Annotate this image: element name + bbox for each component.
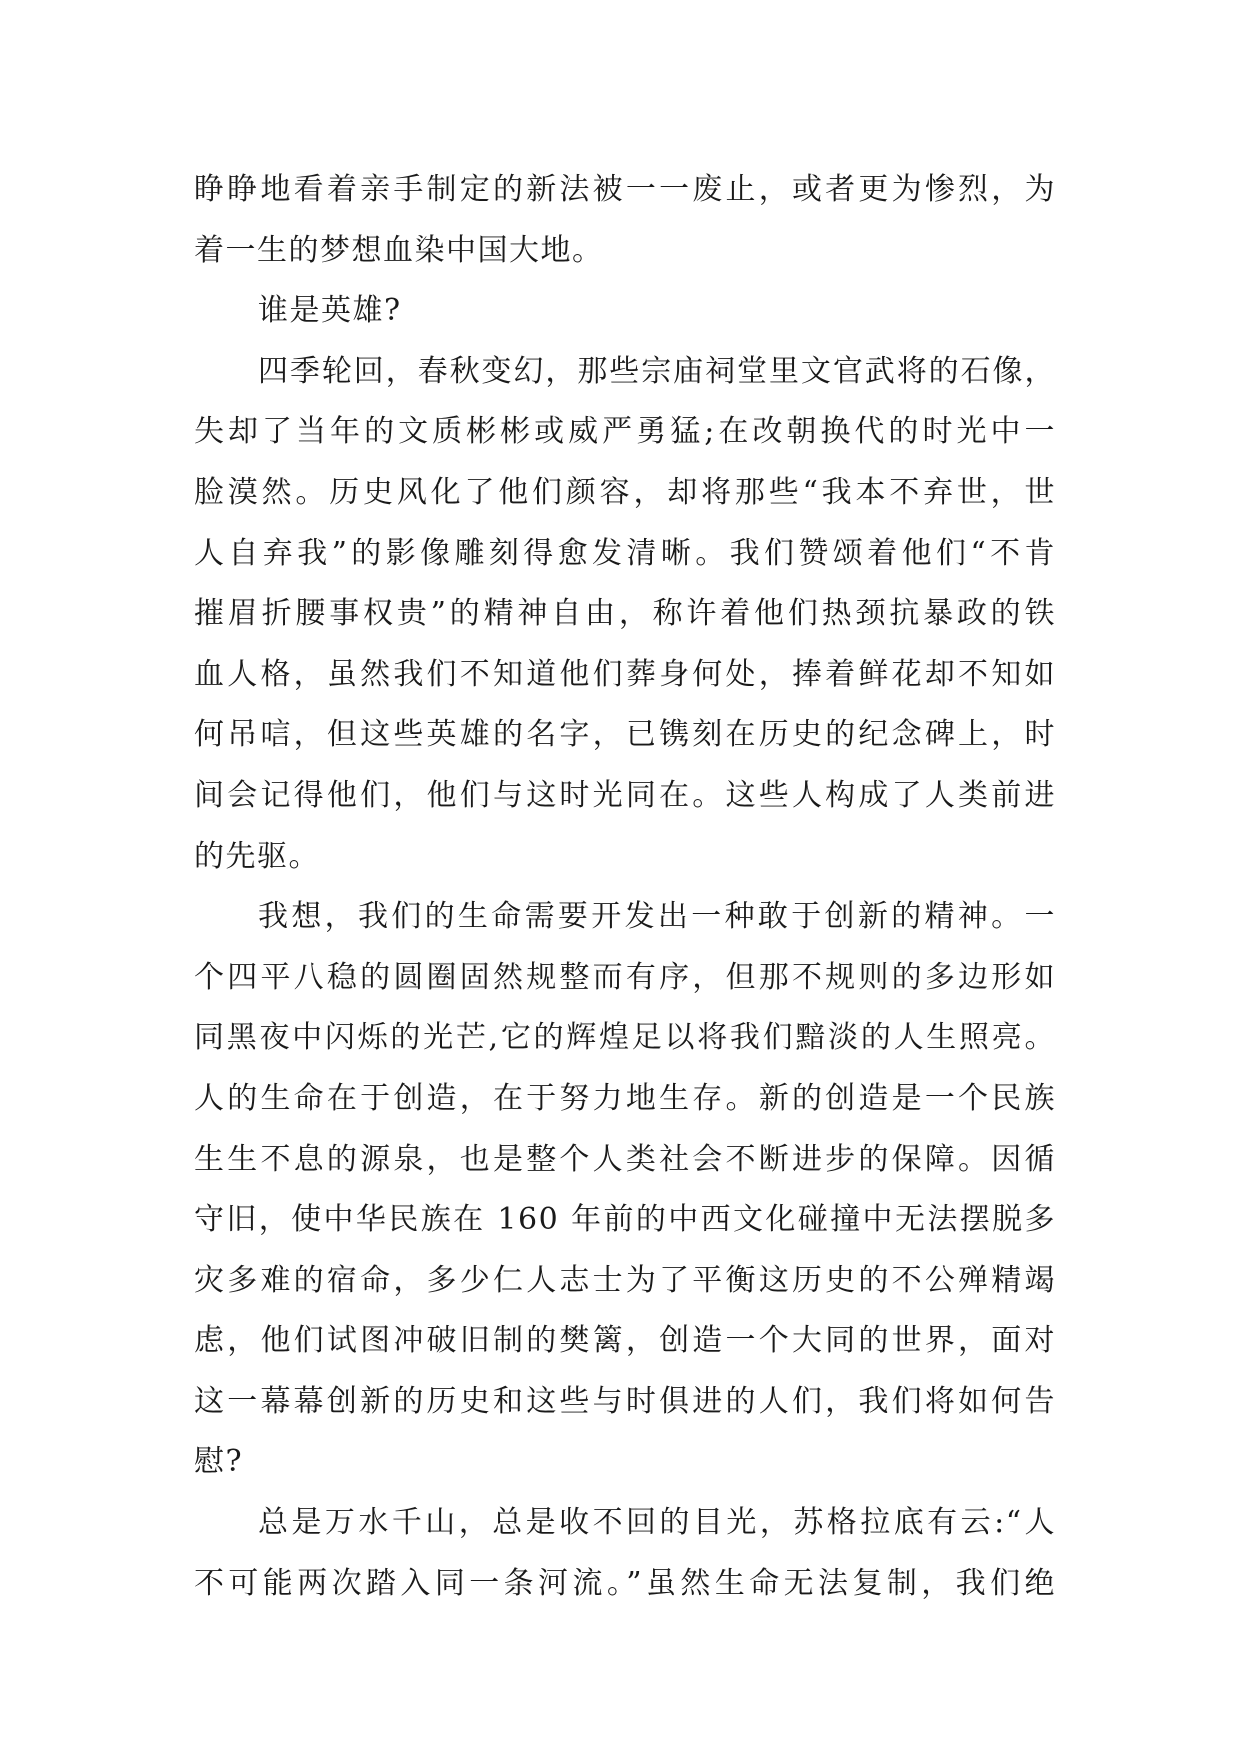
text-line: 脸漠然。历史风化了他们颜容，却将那些“我本不弃世，世	[194, 474, 1056, 510]
text-line: 这一幕幕创新的历史和这些与时俱进的人们，我们将如何告	[194, 1383, 1056, 1419]
text-line: 失却了当年的文质彬彬或威严勇猛;在改朝换代的时光中一	[194, 414, 1056, 450]
body-text	[194, 160, 1056, 1614]
text-line: 同黑夜中闪烁的光芒,它的辉煌足以将我们黯淡的人生照亮。	[194, 1020, 1056, 1056]
text-line: 生生不息的源泉，也是整个人类社会不断进步的保障。因循	[194, 1141, 1056, 1177]
text-line: 间会记得他们，他们与这时光同在。这些人构成了人类前进	[194, 777, 1056, 813]
text-line: 何吊唁，但这些英雄的名字，已镌刻在历史的纪念碑上，时	[194, 717, 1056, 753]
text-line: 守旧，使中华民族在 160 年前的中西文化碰撞中无法摆脱多	[194, 1202, 1056, 1238]
text-line: 睁睁地看着亲手制定的新法被一一废止，或者更为惨烈，为	[194, 172, 1056, 207]
text-line: 我想，我们的生命需要开发出一种敢于创新的精神。一	[258, 899, 1056, 935]
text-line: 慰?	[194, 1444, 244, 1480]
text-line: 个四平八稳的圆圈固然规整而有序，但那不规则的多边形如	[194, 959, 1056, 995]
text-line: 虑，他们试图冲破旧制的樊篱，创造一个大同的世界，面对	[194, 1323, 1056, 1359]
text-line: 人的生命在于创造，在于努力地生存。新的创造是一个民族	[194, 1080, 1056, 1116]
text-line: 不可能两次踏入同一条河流。”虽然生命无法复制，我们绝	[194, 1565, 1056, 1601]
text-line: 血人格，虽然我们不知道他们葬身何处，捧着鲜花却不知如	[194, 656, 1056, 692]
text-line: 谁是英雄?	[258, 293, 402, 329]
text-line: 灾多难的宿命，多少仁人志士为了平衡这历史的不公殚精竭	[194, 1262, 1056, 1298]
text-line: 摧眉折腰事权贵”的精神自由，称许着他们热颈抗暴政的铁	[194, 596, 1056, 632]
text-line: 人自弃我”的影像雕刻得愈发清晰。我们赞颂着他们“不肯	[194, 535, 1056, 571]
text-line: 四季轮回，春秋变幻，那些宗庙祠堂里文官武将的石像，	[258, 353, 1056, 389]
text-line: 的先驱。	[194, 838, 320, 874]
text-line: 着一生的梦想血染中国大地。	[194, 232, 604, 268]
text-line: 总是万水千山，总是收不回的目光，苏格拉底有云:“人	[258, 1505, 1056, 1541]
